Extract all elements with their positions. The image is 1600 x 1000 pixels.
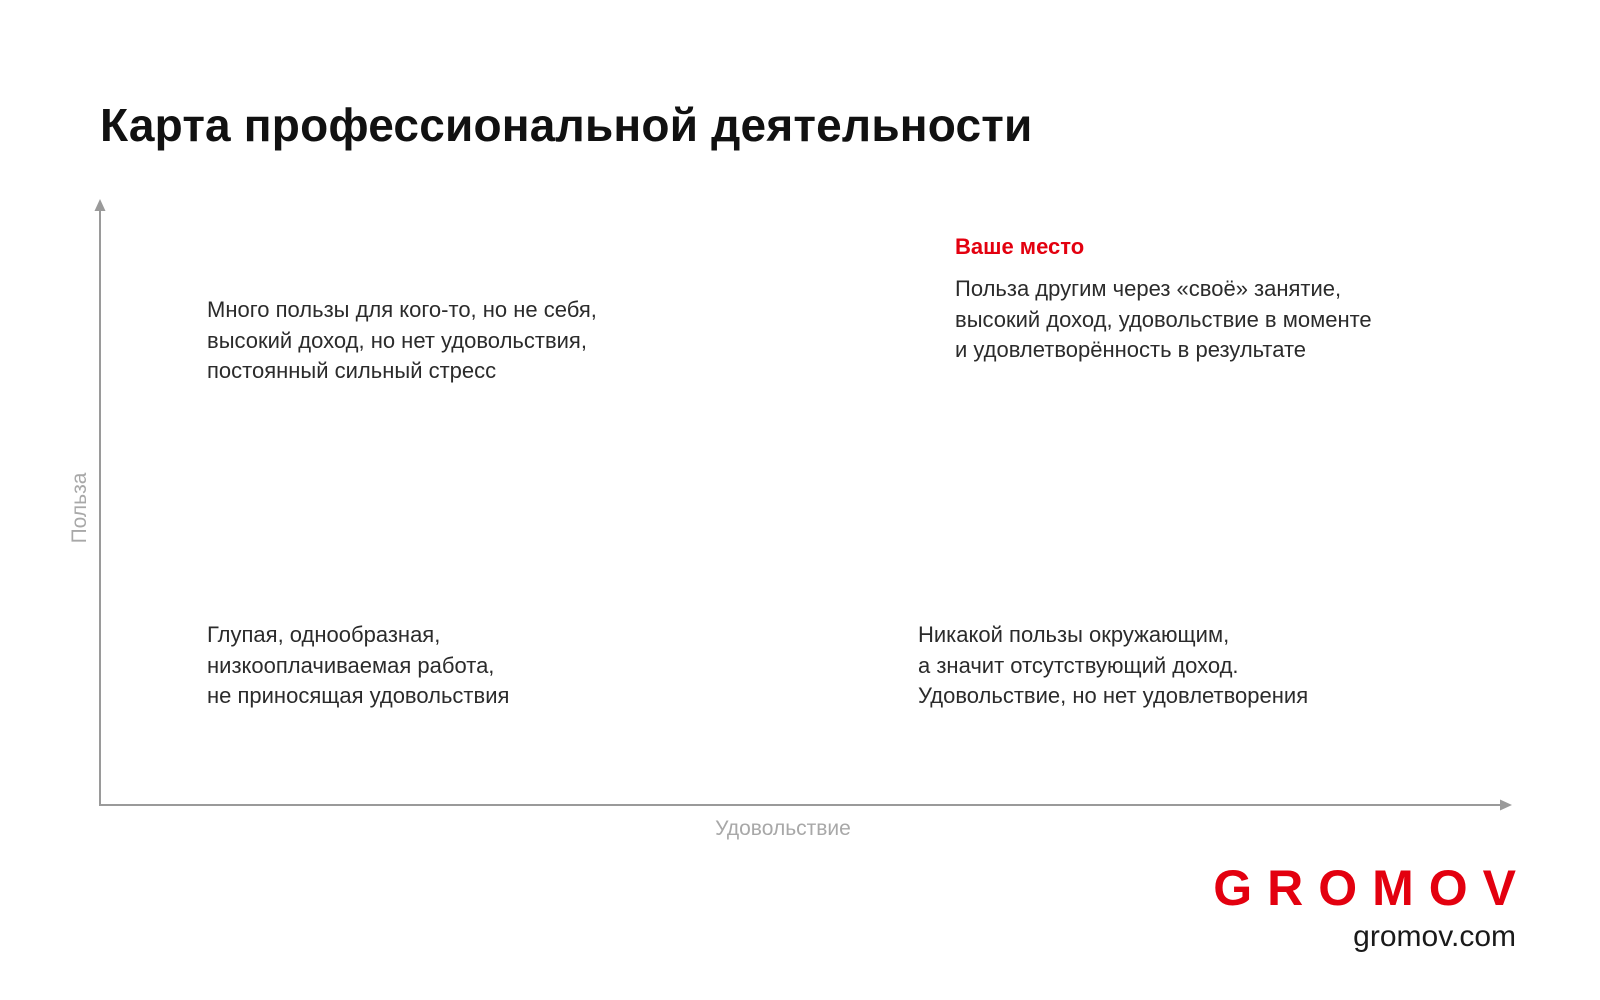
y-axis-arrow [95, 199, 106, 211]
quadrant-text-line: Никакой пользы окружающим, [918, 622, 1230, 647]
quadrant-text-line: а значит отсутствующий доход. [918, 652, 1239, 678]
y-axis-label: Польза [68, 472, 91, 544]
quadrant-text-line: низкооплачиваемая работа, [207, 652, 495, 678]
quadrant-text-line: и удовлетворённость в результате [955, 337, 1307, 362]
quadrant-text-line: высокий доход, удовольствие в моменте [955, 306, 1372, 332]
quadrant-top-right [955, 232, 1372, 366]
quadrant-text-line: Удовольствие, но нет удовлетворения [918, 683, 1309, 708]
x-axis-arrow [1500, 800, 1512, 811]
brand-url: gromov.com [1353, 920, 1516, 953]
brand-logo: GROMOV [1213, 860, 1531, 916]
your-place-heading: Ваше место [955, 234, 1085, 259]
page-title: Карта профессиональной деятельности [100, 99, 1033, 151]
quadrant-text-line: высокий доход, но нет удовольствия, [207, 327, 587, 353]
quadrant-text-line: Польза другим через «своё» занятие, [955, 276, 1342, 301]
quadrant-text-line: не приносящая удовольствия [207, 683, 510, 708]
quadrant-bottom-left [207, 620, 509, 712]
quadrant-text-line: Много пользы для кого-то, но не себя, [207, 297, 597, 322]
x-axis-label: Удовольствие [715, 817, 851, 840]
quadrant-bottom-right [918, 620, 1308, 712]
quadrant-text-line: Глупая, однообразная, [207, 622, 441, 647]
brand-block [1213, 860, 1531, 956]
quadrant-top-left [207, 295, 597, 387]
quadrant-text-line: постоянный сильный стресс [207, 358, 497, 383]
